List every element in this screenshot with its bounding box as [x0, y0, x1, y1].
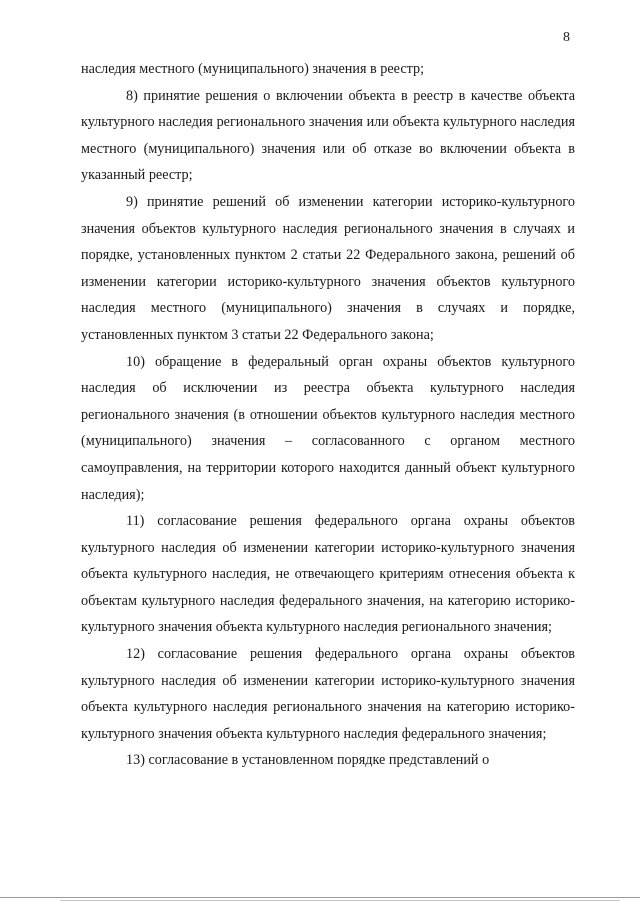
scan-edge-line	[0, 897, 640, 898]
scan-edge-line-secondary	[60, 900, 620, 901]
paragraph-item-8: 8) принятие решения о включении объекта в реестр в качестве объекта культурного наследия регионального значения или объекта культурного наследия местного (муниципального) значения или об отказе во включении объекта в указанный реестр;	[81, 87, 575, 184]
page-number: 8	[563, 30, 570, 45]
paragraph-continuation: наследия местного (муниципального) значения в реестр;	[81, 61, 425, 77]
document-body	[81, 56, 575, 774]
paragraph-item-13: 13) согласование в установленном порядке представлений о	[126, 752, 490, 769]
paragraph-item-12: 12) согласование решения федерального органа охраны объектов культурного наследия об изменении категории историко-культурного значения объекта культурного наследия регионального значения на категорию историко-культурного значения объекта культурного наследия федерального значения;	[81, 646, 575, 742]
paragraph-item-9: 9) принятие решений об изменении категории историко-культурного значения объектов культурного наследия регионального значения в случаях и порядке, установленных пунктом 2 статьи 22 Федерального закона, решений об изменении категории историко-культурного значения объектов культурного наследия местного (муниципального) значения в случаях и порядке, установленных пунктом 3 статьи 22 Федерального закона;	[81, 193, 575, 343]
paragraph-item-10: 10) обращение в федеральный орган охраны объектов культурного наследия об исключении из реестра объекта культурного наследия регионального значения (в отношении объектов культурного наследия местного (муниципального) значения – согласованного с органом местного самоуправления, на территории которого находится данный объект культурного наследия);	[81, 353, 575, 503]
paragraph-item-11: 11) согласование решения федерального органа охраны объектов культурного наследия об изменении категории историко-культурного значения объекта культурного наследия, не отвечающего критериям отнесения объекта к объектам культурного наследия федерального значения, на категорию историко-культурного значения объекта культурного наследия регионального значения;	[81, 513, 575, 636]
